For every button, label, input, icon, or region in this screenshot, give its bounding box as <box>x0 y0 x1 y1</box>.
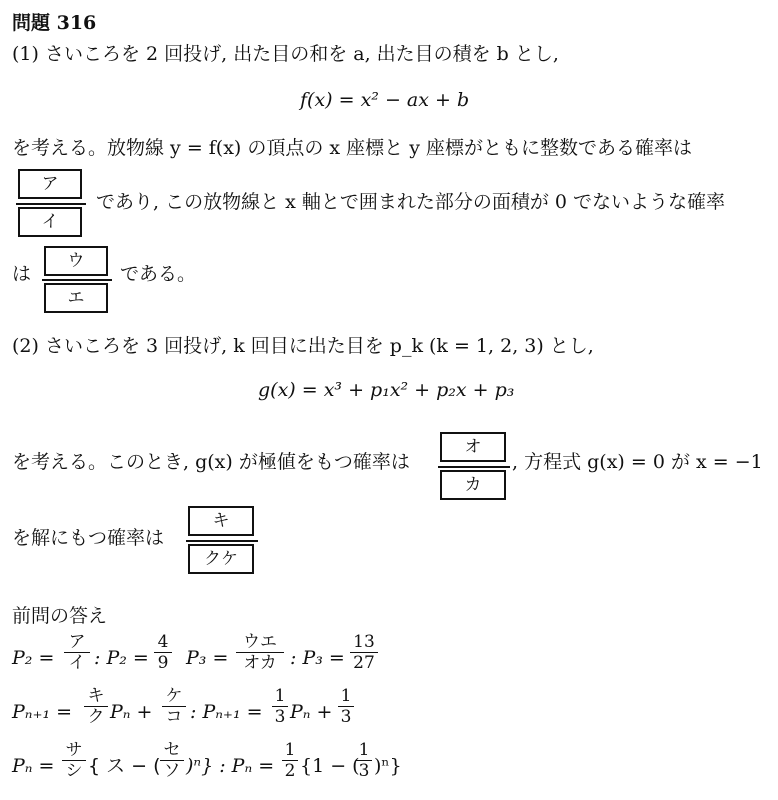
numerator: ア <box>68 632 86 652</box>
answer-box-i[interactable]: イ <box>18 207 82 237</box>
answer-row3-frac1 <box>62 740 86 781</box>
denominator: シ <box>62 760 86 781</box>
answer-row1-mid2: : P₃ = <box>290 647 345 669</box>
q2-intro: (2) さいころを 3 回投げ, k 回目に出た目を p_k (k = 1, 2, 3) とし, <box>12 335 594 357</box>
answer-row2-frac1 <box>84 686 108 727</box>
answer-row1-frac2 <box>154 632 172 673</box>
answer-row3-frac2 <box>160 740 184 781</box>
numerator: サ <box>65 740 83 760</box>
answer-row3-term4: )ⁿ} <box>374 755 402 777</box>
answer-box-ka[interactable]: カ <box>440 470 506 500</box>
denominator: コ <box>162 706 186 727</box>
numerator: 1 <box>274 686 286 706</box>
q2-line1-pre: を考える。このとき, g(x) が極値をもつ確率は <box>12 451 410 473</box>
q1-intro: (1) さいころを 2 回投げ, 出た目の和を a, 出た目の積を b とし, <box>12 43 559 65</box>
answer-row1-frac3 <box>236 632 284 673</box>
answer-box-e[interactable]: エ <box>44 283 108 313</box>
answer-row3-term3: {1 − ( <box>300 755 360 777</box>
q2-formula: g(x) = x³ + p₁x² + p₂x + p₃ <box>258 379 515 401</box>
numerator: 1 <box>340 686 352 706</box>
answer-row2-lhs: Pₙ₊₁ = <box>12 701 73 723</box>
denominator: 9 <box>154 652 172 673</box>
answer-row3-lhs: Pₙ = <box>12 755 55 777</box>
answer-row1-lhs2: P₃ = <box>186 647 229 669</box>
denominator: 2 <box>282 760 298 781</box>
answer-row2-frac3 <box>272 686 288 727</box>
numerator: 4 <box>157 632 169 652</box>
denominator: 3 <box>356 760 372 781</box>
answer-box-ki[interactable]: キ <box>188 506 254 536</box>
q2-line2-pre: を解にもつ確率は <box>12 527 165 549</box>
answer-row3-term1: { ス − ( <box>88 755 161 777</box>
answer-box-a[interactable]: ア <box>18 169 82 199</box>
q1-line3-pre: は <box>12 263 32 285</box>
q1-formula: f(x) = x² − ax + b <box>300 89 470 111</box>
answer-row3-frac4 <box>356 740 372 781</box>
answer-box-o[interactable]: オ <box>440 432 506 462</box>
q1-line1: を考える。放物線 y = f(x) の頂点の x 座標と y 座標がともに整数である確率は <box>12 137 692 159</box>
answer-row1-lhs: P₂ = <box>12 647 55 669</box>
numerator: 1 <box>284 740 296 760</box>
q1-line2: であり, この放物線と x 軸とで囲まれた部分の面積が 0 でないような確率 <box>96 191 726 213</box>
q2-line1-post: , 方程式 g(x) = 0 が x = −1 <box>512 451 763 473</box>
numerator: ケ <box>165 686 183 706</box>
answer-row2-mid: : Pₙ₊₁ = <box>190 701 263 723</box>
denominator: ソ <box>160 760 184 781</box>
problem-title: 問題 316 <box>12 12 97 34</box>
answer-box-kuke[interactable]: クケ <box>188 544 254 574</box>
fraction-bar <box>438 466 510 468</box>
answer-row3-frac3 <box>282 740 298 781</box>
answer-row1-mid: : P₂ = <box>94 647 149 669</box>
denominator: 27 <box>350 652 378 673</box>
numerator: セ <box>163 740 181 760</box>
fraction-bar <box>16 203 86 205</box>
answer-row2-term2: Pₙ + <box>290 701 333 723</box>
denominator: 3 <box>272 706 288 727</box>
answer-row2-frac4 <box>338 686 354 727</box>
answer-row3-term2: )ⁿ} : Pₙ = <box>186 755 275 777</box>
denominator: 3 <box>338 706 354 727</box>
denominator: イ <box>64 652 90 673</box>
numerator: 1 <box>358 740 370 760</box>
answer-box-u[interactable]: ウ <box>44 246 108 276</box>
answer-row2-term1: Pₙ + <box>110 701 153 723</box>
denominator: オカ <box>236 652 284 673</box>
numerator: 13 <box>353 632 375 652</box>
numerator: ウエ <box>243 632 277 652</box>
q1-line3-post: である。 <box>120 263 197 285</box>
denominator: ク <box>84 706 108 727</box>
answers-heading: 前問の答え <box>12 605 108 627</box>
fraction-bar <box>42 279 112 281</box>
numerator: キ <box>87 686 105 706</box>
answer-row1-frac4 <box>350 632 378 673</box>
answer-row2-frac2 <box>162 686 186 727</box>
answer-row1-frac1 <box>64 632 90 673</box>
fraction-bar <box>186 540 258 542</box>
